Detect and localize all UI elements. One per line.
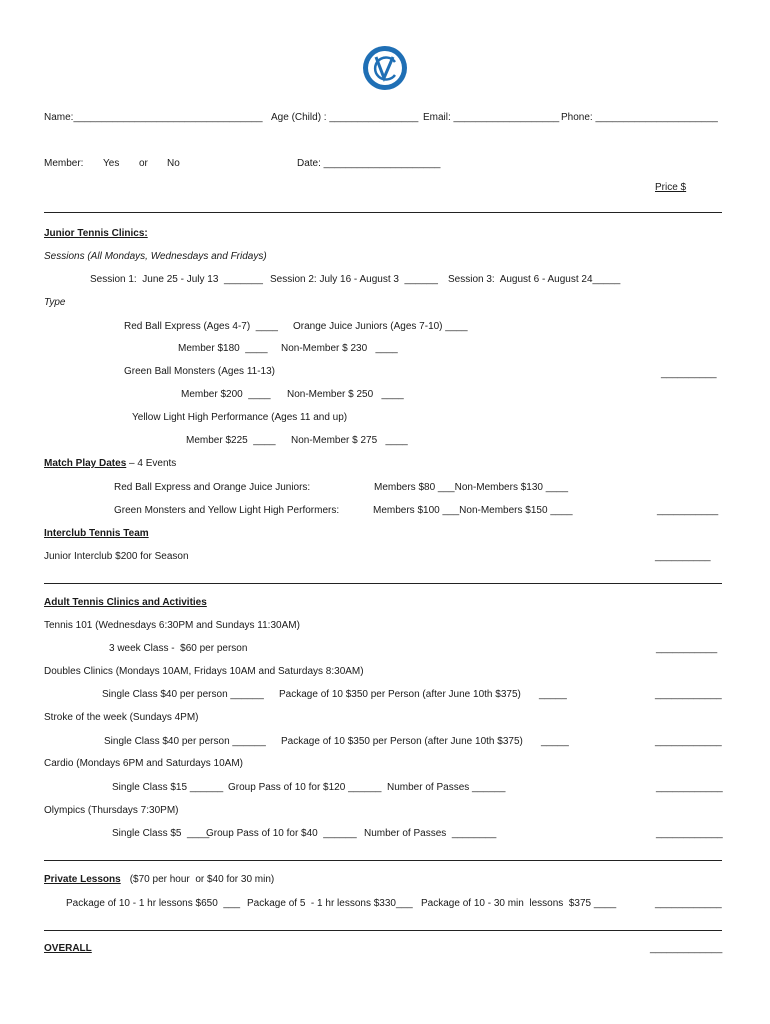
date-field[interactable]: Date: _____________________ bbox=[297, 158, 441, 169]
cardio-number-of-passes[interactable]: Number of Passes ______ bbox=[387, 782, 506, 793]
price-blank-doubles[interactable]: ____________ bbox=[655, 689, 722, 700]
club-logo bbox=[362, 45, 408, 91]
nonmember-275[interactable]: Non-Member $ 275 ____ bbox=[291, 435, 408, 446]
cardio-group-pass[interactable]: Group Pass of 10 for $120 ______ bbox=[228, 782, 382, 793]
cardio: Cardio (Mondays 6PM and Saturdays 10AM) bbox=[44, 758, 243, 769]
member-label: Member: bbox=[44, 158, 84, 169]
interclub-title: Interclub Tennis Team bbox=[44, 528, 149, 539]
member-200[interactable]: Member $200 ____ bbox=[181, 389, 271, 400]
stroke-package-blank[interactable]: _____ bbox=[541, 736, 569, 747]
three-week-class: 3 week Class - $60 per person bbox=[109, 643, 248, 654]
stroke-of-the-week: Stroke of the week (Sundays 4PM) bbox=[44, 712, 199, 723]
cardio-single-class[interactable]: Single Class $15 ______ bbox=[112, 782, 224, 793]
divider bbox=[44, 583, 722, 584]
price-blank-olympics[interactable]: ____________ bbox=[656, 828, 723, 839]
doubles-package-blank[interactable]: _____ bbox=[539, 689, 567, 700]
member-or: or bbox=[139, 158, 148, 169]
match-play-heading bbox=[44, 458, 176, 470]
match-red-label: Red Ball Express and Orange Juice Juniors: bbox=[114, 482, 311, 493]
adult-clinics-title: Adult Tennis Clinics and Activities bbox=[44, 597, 207, 608]
doubles-clinics: Doubles Clinics (Mondays 10AM, Fridays 10AM and Saturdays 8:30AM) bbox=[44, 666, 364, 677]
package-10-1hr[interactable]: Package of 10 - 1 hr lessons $650 ___ bbox=[66, 898, 241, 909]
overall-label: OVERALL bbox=[44, 943, 92, 954]
private-lessons-heading bbox=[44, 874, 274, 886]
price-blank-match-play[interactable]: ___________ bbox=[657, 505, 719, 516]
price-blank-cardio[interactable]: ____________ bbox=[656, 782, 723, 793]
session-3[interactable]: Session 3: August 6 - August 24_____ bbox=[448, 274, 621, 285]
overall-total-blank[interactable]: _____________ bbox=[650, 943, 723, 954]
doubles-package: Package of 10 $350 per Person (after June 10th $375) bbox=[279, 689, 521, 700]
member-225[interactable]: Member $225 ____ bbox=[186, 435, 276, 446]
green-ball-monsters: Green Ball Monsters (Ages 11-13) bbox=[124, 366, 275, 377]
price-column-header: Price $ bbox=[655, 182, 687, 193]
olympics-number-of-passes[interactable]: Number of Passes ________ bbox=[364, 828, 497, 839]
session-1[interactable]: Session 1: June 25 - July 13 _______ bbox=[90, 274, 263, 285]
type-label: Type bbox=[44, 297, 66, 308]
stroke-single-class[interactable]: Single Class $40 per person ______ bbox=[104, 736, 266, 747]
divider bbox=[44, 860, 722, 861]
match-play-title: Match Play Dates bbox=[44, 458, 127, 469]
olympics-single-class[interactable]: Single Class $5 ____ bbox=[112, 828, 210, 839]
match-green-label: Green Monsters and Yellow Light High Performers: bbox=[114, 505, 340, 516]
match-play-suffix: – 4 Events bbox=[126, 458, 177, 469]
match-green-price[interactable]: Members $100 ___Non-Members $150 ____ bbox=[373, 505, 573, 516]
divider bbox=[44, 212, 722, 213]
price-blank-private[interactable]: ____________ bbox=[655, 898, 722, 909]
member-yes[interactable]: Yes bbox=[103, 158, 120, 169]
package-5-1hr[interactable]: Package of 5 - 1 hr lessons $330___ bbox=[247, 898, 413, 909]
red-ball-express[interactable]: Red Ball Express (Ages 4-7) ____ bbox=[124, 321, 278, 332]
member-180[interactable]: Member $180 ____ bbox=[178, 343, 268, 354]
olympics: Olympics (Thursdays 7:30PM) bbox=[44, 805, 179, 816]
tennis-101: Tennis 101 (Wednesdays 6:30PM and Sundays 11:30AM) bbox=[44, 620, 300, 631]
match-red-price[interactable]: Members $80 ___Non-Members $130 ____ bbox=[374, 482, 568, 493]
divider bbox=[44, 930, 722, 931]
sessions-note: Sessions (All Mondays, Wednesdays and Fridays) bbox=[44, 251, 267, 262]
junior-clinics-title: Junior Tennis Clinics: bbox=[44, 228, 148, 239]
stroke-package: Package of 10 $350 per Person (after June 10th $375) bbox=[281, 736, 523, 747]
orange-juice-juniors[interactable]: Orange Juice Juniors (Ages 7-10) ____ bbox=[293, 321, 468, 332]
interclub-line: Junior Interclub $200 for Season bbox=[44, 551, 189, 562]
session-2[interactable]: Session 2: July 16 - August 3 ______ bbox=[270, 274, 438, 285]
name-field[interactable]: Name:__________________________________ bbox=[44, 112, 263, 123]
phone-field[interactable]: Phone: ______________________ bbox=[561, 112, 718, 123]
doubles-single-class[interactable]: Single Class $40 per person ______ bbox=[102, 689, 264, 700]
price-blank-interclub[interactable]: __________ bbox=[655, 551, 711, 562]
email-field[interactable]: Email: ___________________ bbox=[423, 112, 560, 123]
price-blank-junior-clinics[interactable]: __________ bbox=[661, 368, 717, 379]
member-no[interactable]: No bbox=[167, 158, 180, 169]
package-10-30min[interactable]: Package of 10 - 30 min lessons $375 ____ bbox=[421, 898, 617, 909]
private-lessons-rate: ($70 per hour or $40 for 30 min) bbox=[129, 874, 275, 885]
age-field[interactable]: Age (Child) : ________________ bbox=[271, 112, 419, 123]
yellow-light: Yellow Light High Performance (Ages 11 and up) bbox=[132, 412, 348, 423]
price-blank-tennis-101[interactable]: ___________ bbox=[656, 643, 718, 654]
nonmember-250[interactable]: Non-Member $ 250 ____ bbox=[287, 389, 404, 400]
nonmember-230[interactable]: Non-Member $ 230 ____ bbox=[281, 343, 398, 354]
olympics-group-pass[interactable]: Group Pass of 10 for $40 ______ bbox=[206, 828, 357, 839]
price-blank-stroke[interactable]: ____________ bbox=[655, 736, 722, 747]
private-lessons-title: Private Lessons bbox=[44, 874, 121, 885]
